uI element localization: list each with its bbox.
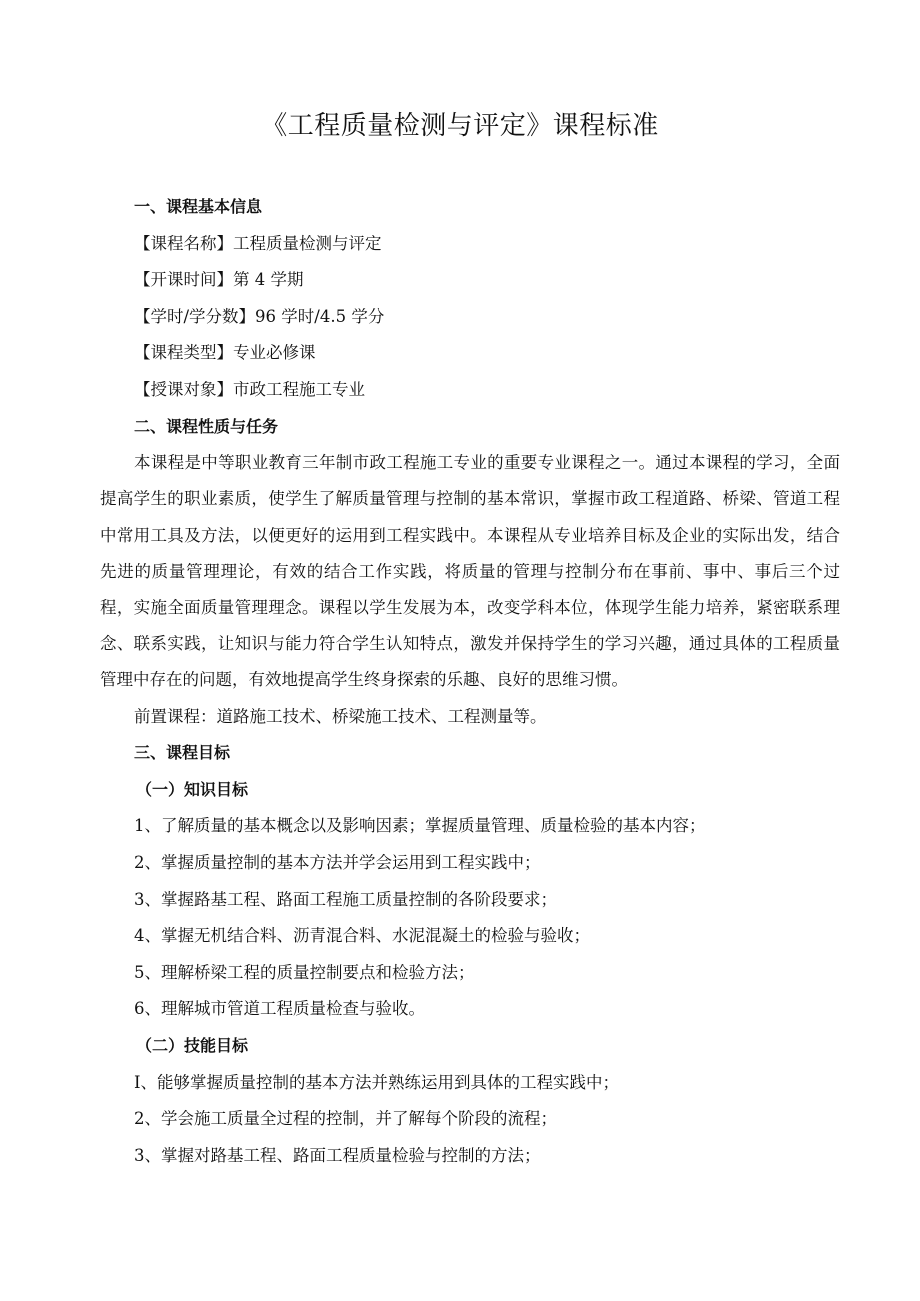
knowledge-goal-item: 1、了解质量的基本概念以及影响因素；掌握质量管理、质量检验的基本内容； (134, 816, 706, 836)
subheading-knowledge-goals: （一）知识目标 (136, 779, 249, 799)
info-hours-credits: 【学时/学分数】96 学时/4.5 学分 (134, 306, 385, 326)
knowledge-goal-item: 6、理解城市管道工程质量检查与验收。 (134, 999, 425, 1019)
info-course-name: 【课程名称】工程质量检测与评定 (134, 233, 382, 253)
knowledge-goal-item: 2、掌握质量控制的基本方法并学会运用到工程实践中； (134, 852, 541, 872)
skill-goal-item: 3、掌握对路基工程、路面工程质量检验与控制的方法； (134, 1145, 541, 1165)
prerequisites-line: 前置课程：道路施工技术、桥梁施工技术、工程测量等。 (134, 706, 547, 726)
section-heading-objectives: 三、课程目标 (134, 743, 231, 763)
knowledge-goal-item: 4、掌握无机结合料、沥青混合料、水泥混凝土的检验与验收； (134, 926, 590, 946)
info-course-type: 【课程类型】专业必修课 (134, 343, 316, 363)
section-heading-basic-info: 一、课程基本信息 (134, 197, 263, 216)
skill-goal-item: 2、学会施工质量全过程的控制，并了解每个阶段的流程； (134, 1109, 557, 1129)
course-nature-paragraph: 本课程是中等职业教育三年制市政工程施工专业的重要专业课程之一。通过本课程的学习，全面提高学生的职业素质，使学生了解质量管理与控制的基本常识，掌握市政工程道路、桥梁、管道工程中常用工具及方法，以便更好的运用到工程实践中。本课程从专业培养目标及企业的实际出发，结合先进的质量管理理论，有效的结合工作实践，将质量的管理与控制分布在事前、事中、事后三个过程，实施全面质量管理理念。课程以学生发展为本，改变学科本位，体现学生能力培养，紧密联系理念、联系实践，让知识与能力符合学生认知特点，激发并保持学生的学习兴趣，通过具体的工程质量管理中存在的问题，有效地提高学生终身探索的乐趣、良好的思维习惯。 (100, 453, 840, 690)
document-title: 《工程质量检测与评定》课程标准 (261, 111, 659, 141)
knowledge-goal-item: 3、掌握路基工程、路面工程施工质量控制的各阶段要求； (134, 889, 557, 909)
info-audience: 【授课对象】市政工程施工专业 (134, 379, 365, 399)
subheading-skill-goals: （二）技能目标 (136, 1035, 249, 1055)
knowledge-goal-item: 5、理解桥梁工程的质量控制要点和检验方法； (134, 962, 475, 982)
info-semester: 【开课时间】第 4 学期 (134, 270, 304, 290)
section-heading-nature-tasks: 二、课程性质与任务 (134, 416, 279, 436)
document-body (100, 189, 840, 1174)
skill-goal-item: I、能够掌握质量控制的基本方法并熟练运用到具体的工程实践中； (134, 1072, 620, 1092)
